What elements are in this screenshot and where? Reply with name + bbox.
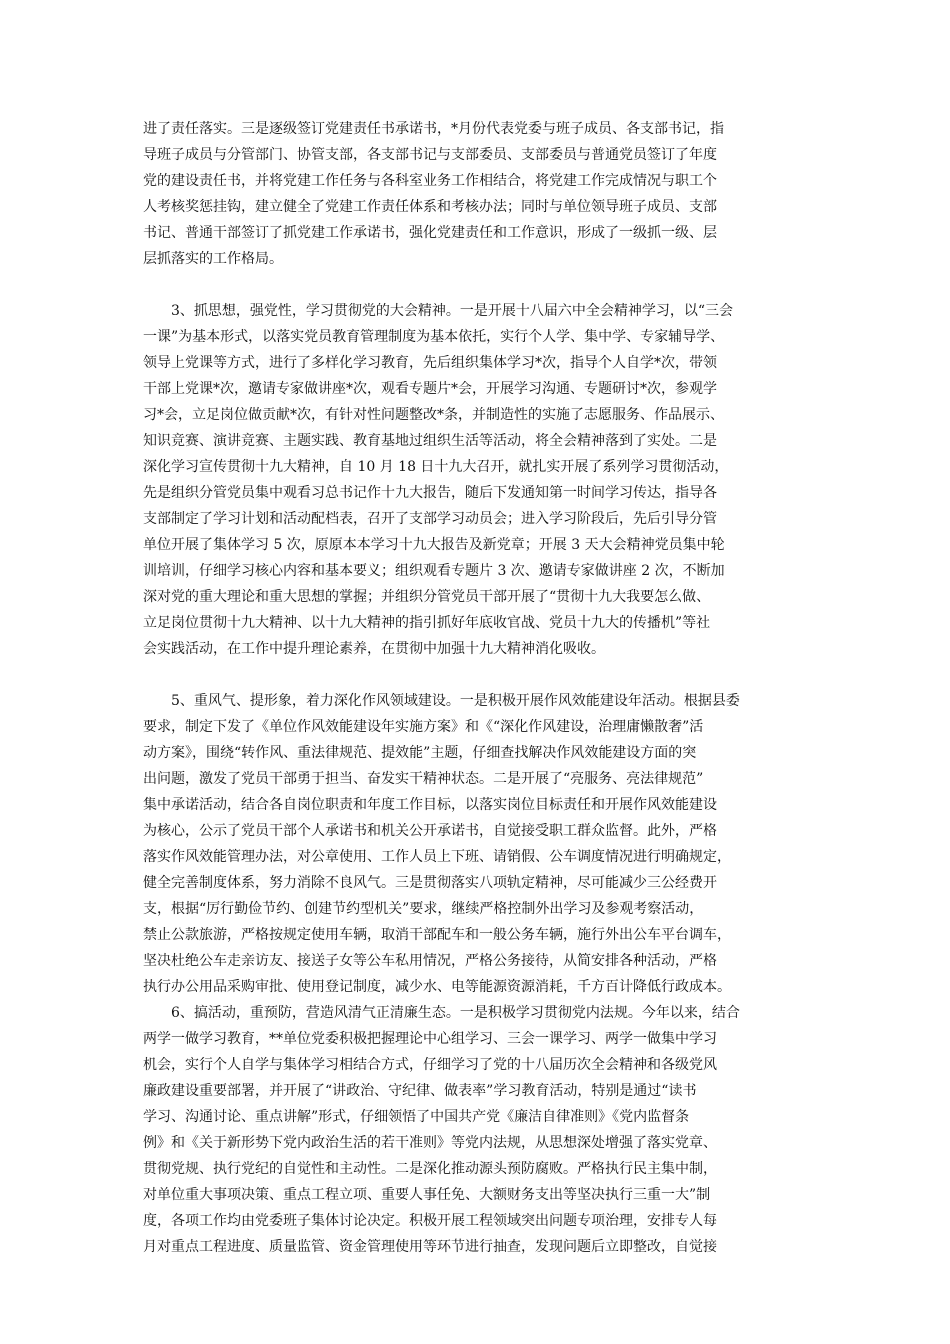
- text-line: 落实作风效能管理办法，对公章使用、工作人员上下班、请销假、公车调度情况进行明确规定，: [143, 849, 731, 865]
- text-line: 领导上党课等方式，进行了多样化学习教育，先后组织集体学习*次，指导个人自学*次，带领: [143, 355, 717, 371]
- text-line: 干部上党课*次，邀请专家做讲座*次，观看专题片*会，开展学习沟通、专题研讨*次，参观学: [143, 381, 717, 397]
- paragraph-clean-governance: [143, 1000, 805, 1260]
- text-line: 书记、普通干部签订了抓党建工作承诺书，强化党建责任和工作意识，形成了一级抓一级、层: [143, 225, 717, 241]
- text-line: 深对党的重大理论和重大思想的掌握；并组织分管党员干部开展了“贯彻十九大我要怎么做、: [143, 589, 711, 605]
- paragraph-party-responsibility: [143, 116, 805, 272]
- paragraph-gap: [143, 272, 805, 298]
- text-line: 单位开展了集体学习 5 次，原原本本学习十九大报告及新党章；开展 3 天大会精神党员集中轮: [143, 537, 725, 553]
- text-line: 层抓落实的工作格局。: [143, 251, 283, 267]
- text-line: 训培训，仔细学习核心内容和基本要义；组织观看专题片 3 次、邀请专家做讲座 2 次，不断加: [143, 563, 725, 579]
- text-line: 月对重点工程进度、质量监管、资金管理使用等环节进行抽查，发现问题后立即整改，自觉接: [143, 1239, 717, 1255]
- text-line: 会实践活动，在工作中提升理论素养，在贯彻中加强十九大精神消化吸收。: [143, 641, 605, 657]
- text-line: 集中承诺活动，结合各自岗位职责和年度工作目标，以落实岗位目标责任和开展作风效能建设: [143, 797, 717, 813]
- paragraph-gap: [143, 662, 805, 688]
- text-line: 出问题，激发了党员干部勇于担当、奋发实干精神状态。二是开展了“亮服务、亮法律规范”: [143, 771, 704, 787]
- text-line: 廉政建设重要部署，并开展了“讲政治、守纪律、做表率”学习教育活动，特别是通过“读书: [143, 1083, 697, 1099]
- text-line: 学习、沟通讨论、重点讲解”形式，仔细领悟了中国共产党《廉洁自律准则》《党内监督条: [143, 1109, 690, 1125]
- text-line: 要求，制定下发了《单位作风效能建设年实施方案》和《“深化作风建设，治理庸懒散奢”活: [143, 719, 704, 735]
- text-line: 机会，实行个人自学与集体学习相结合方式，仔细学习了党的十八届历次全会精神和各级党风: [143, 1057, 717, 1073]
- text-line: 例》和《关于新形势下党内政治生活的若干准则》等党内法规，从思想深处增强了落实党章、: [143, 1135, 717, 1151]
- text-line: 6、搞活动，重预防，营造风清气正清廉生态。一是积极学习贯彻党内法规。今年以来，结合: [143, 1005, 740, 1021]
- document-page: [143, 116, 805, 1260]
- paragraph-work-style: [143, 688, 805, 1000]
- text-line: 支，根据“厉行勤俭节约、创建节约型机关”要求，继续严格控制外出学习及参观考察活动，: [143, 901, 704, 917]
- text-line: 度，各项工作均由党委班子集体讨论决定。积极开展工程领域突出问题专项治理，安排专人每: [143, 1213, 717, 1229]
- text-line: 立足岗位贯彻十九大精神、以十九大精神的指引抓好年底收官战、党员十九大的传播机”等社: [143, 615, 711, 631]
- text-line: 深化学习宣传贯彻十九大精神，自 10 月 18 日十九大召开，就扎实开展了系列学习贯彻活动，: [143, 459, 729, 475]
- text-line: 对单位重大事项决策、重点工程立项、重要人事任免、大额财务支出等坚决执行三重一大”制: [143, 1187, 711, 1203]
- text-line: 两学一做学习教育，**单位党委积极把握理论中心组学习、三会一课学习、两学一做集中学习: [143, 1031, 717, 1047]
- text-line: 知识竞赛、演讲竞赛、主题实践、教育基地过组织生活等活动，将全会精神落到了实处。二是: [143, 433, 717, 449]
- text-line: 坚决杜绝公车走亲访友、接送子女等公车私用情况，严格公务接待，从简安排各种活动，严格: [143, 953, 717, 969]
- text-line: 动方案》，围绕“转作风、重法律规范、提效能”主题，仔细查找解决作风效能建设方面的突: [143, 745, 697, 761]
- text-line: 执行办公用品采购审批、使用登记制度，减少水、电等能源资源消耗，千方百计降低行政成本。: [143, 979, 731, 995]
- text-line: 禁止公款旅游，严格按规定使用车辆，取消干部配车和一般公务车辆，施行外出公车平台调车，: [143, 927, 731, 943]
- text-line: 为核心，公示了党员干部个人承诺书和机关公开承诺书，自觉接受职工群众监督。此外，严格: [143, 823, 717, 839]
- paragraph-study-spirit: [143, 298, 805, 662]
- text-line: 进了责任落实。三是逐级签订党建责任书承诺书，*月份代表党委与班子成员、各支部书记，指: [143, 121, 724, 137]
- text-line: 贯彻党规、执行党纪的自觉性和主动性。二是深化推动源头预防腐败。严格执行民主集中制，: [143, 1161, 717, 1177]
- text-line: 支部制定了学习计划和活动配档表，召开了支部学习动员会；进入学习阶段后，先后引导分管: [143, 511, 717, 527]
- text-line: 先是组织分管党员集中观看习总书记作十九大报告，随后下发通知第一时间学习传达，指导各: [143, 485, 717, 501]
- text-line: 人考核奖惩挂钩，建立健全了党建工作责任体系和考核办法；同时与单位领导班子成员、支部: [143, 199, 717, 215]
- text-line: 3、抓思想，强党性，学习贯彻党的大会精神。一是开展十八届六中全会精神学习，以“三会: [143, 303, 734, 319]
- text-line: 健全完善制度体系，努力消除不良风气。三是贯彻落实八项轨定精神，尽可能减少三公经费开: [143, 875, 717, 891]
- text-line: 导班子成员与分管部门、协管支部，各支部书记与支部委员、支部委员与普通党员签订了年度: [143, 147, 717, 163]
- text-line: 党的建设责任书，并将党建工作任务与各科室业务工作相结合，将党建工作完成情况与职工个: [143, 173, 717, 189]
- text-line: 一课”为基本形式，以落实党员教育管理制度为基本依托，实行个人学、集中学、专家辅导学、: [143, 329, 725, 345]
- text-line: 习*会，立足岗位做贡献*次，有针对性问题整改*条，并制造性的实施了志愿服务、作品展示、: [143, 407, 724, 423]
- text-line: 5、重风气、提形象，着力深化作风领域建设。一是积极开展作风效能建设年活动。根据县委: [143, 693, 740, 709]
